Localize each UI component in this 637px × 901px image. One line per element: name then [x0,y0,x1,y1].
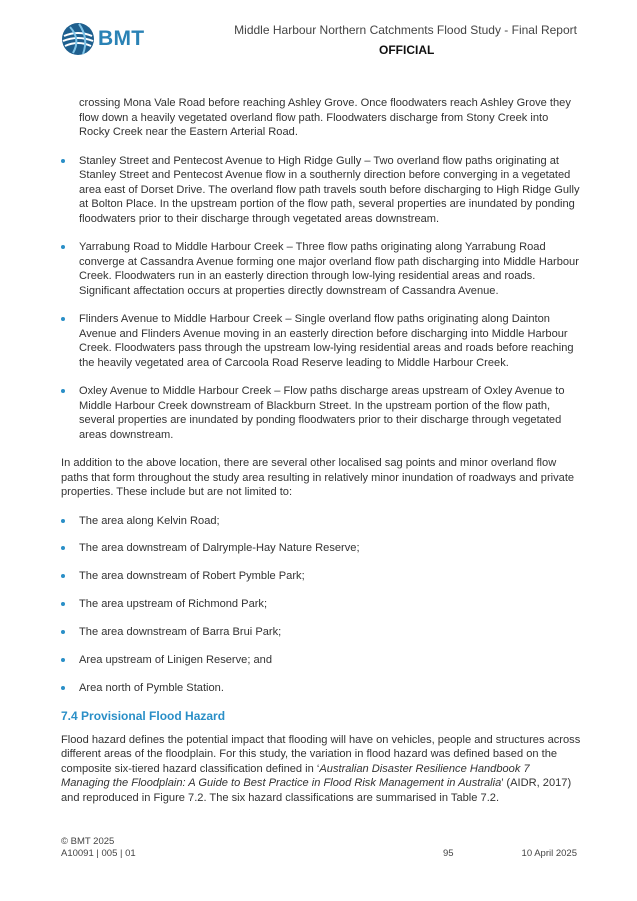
continuation-paragraph: crossing Mona Vale Road before reaching Ashley Grove. Once floodwaters reach Ashley Grove they flow down a heavily vegetated overland flow path. Floodwaters discharge from Stony Creek into Rocky Creek near the Eastern Arterial Road. [79,97,571,138]
area-bullet: The area downstream of Barra Brui Park; [61,625,581,640]
bullet-dot-icon [61,519,65,523]
area-list [61,514,581,696]
flow-path-bullet: Flinders Avenue to Middle Harbour Creek – Single overland flow paths originating along Dainton Avenue and Flinders Avenue moving in an easterly direction before discharging into Middle Harbour Creek. Floodwaters pass through the upstream low-lying residential areas and roads before reaching the heavily vegetated area of Carcoola Road Reserve leading to Middle Harbour Creek. [61,312,581,370]
bullet-dot-icon [61,389,65,393]
page-body [61,96,581,819]
area-bullet: The area along Kelvin Road; [61,514,581,529]
bullet-dot-icon [61,630,65,634]
footer-info [61,836,136,860]
bullet-dot-icon [61,686,65,690]
bmt-globe-icon [61,22,95,56]
page-number: 95 [443,848,454,859]
bullet-dot-icon [61,574,65,578]
bullet-dot-icon [61,602,65,606]
flood-hazard-paragraph: Flood hazard defines the potential impact that flooding will have on vehicles, people and structures across different areas of the floodplain. For this study, the variation in flood hazard was defined based on the composite six-tiered hazard classification defined in ‘Australian Disaster Resilience Handbook 7 Managing the Floodplain: A Guide to Best Practice in Flood Risk Management in Australia’ (AIDR, 2017) and reproduced in Figure 7.2. The six hazard classifications are summarised in Table 7.2. [61,733,581,804]
logo-text: BMT [98,27,145,50]
classification-label: OFFICIAL [379,43,435,57]
handbook-citation: Australian Disaster Resilience Handbook 7 Managing the Floodplain: A Guide to Best Practice in Flood Risk Management in Australia [61,762,530,790]
report-date: 10 April 2025 [521,848,577,859]
bullet-dot-icon [61,546,65,550]
area-bullet: The area downstream of Dalrymple-Hay Nature Reserve; [61,541,581,556]
flow-path-bullet: Yarrabung Road to Middle Harbour Creek – Three flow paths originating along Yarrabung Road converge at Cassandra Avenue forming one major overland flow path discharging into Middle Harbour Creek. Floodwaters run in an easterly direction through low-lying residential areas and roads. Significant affectation occurs at properties directly downstream of Cassandra Avenue. [61,240,581,298]
area-bullet: The area upstream of Richmond Park; [61,597,581,612]
bullet-dot-icon [61,159,65,163]
document-reference: A10091 | 005 | 01 [61,848,136,859]
report-title: Middle Harbour Northern Catchments Flood Study - Final Report [234,23,577,37]
bullet-dot-icon [61,658,65,662]
flow-path-bullet: Oxley Avenue to Middle Harbour Creek – Flow paths discharge areas upstream of Oxley Avenue to Middle Harbour Creek downstream of Blackburn Street. In the upstream portion of the flow path, several properties are inundated by ponding floodwaters prior to their discharge through vegetated areas downstream. [61,384,581,442]
copyright: © BMT 2025 [61,836,115,847]
area-bullet: Area north of Pymble Station. [61,681,581,696]
area-bullet: The area downstream of Robert Pymble Park; [61,569,581,584]
bmt-logo [61,22,144,56]
bullet-dot-icon [61,245,65,249]
section-heading: 7.4 Provisional Flood Hazard [61,709,226,724]
area-bullet: Area upstream of Linigen Reserve; and [61,653,581,668]
bullet-dot-icon [61,317,65,321]
additional-locations-paragraph: In addition to the above location, there are several other localised sag points and minor overland flow paths that form throughout the study area resulting in relatively minor inundation of roadways and private properties. These include but are not limited to: [61,457,575,498]
flow-path-bullet: Stanley Street and Pentecost Avenue to High Ridge Gully – Two overland flow paths originating at Stanley Street and Pentecost Avenue flow in a southernly direction before converging in a vegetated area east of Dorset Drive. The overland flow path travels south before discharging to High Ridge Gully at Bolton Place. In the upstream portion of the flow path, several properties are inundated by ponding floodwaters prior to their discharge through vegetated areas downstream. [61,154,581,227]
